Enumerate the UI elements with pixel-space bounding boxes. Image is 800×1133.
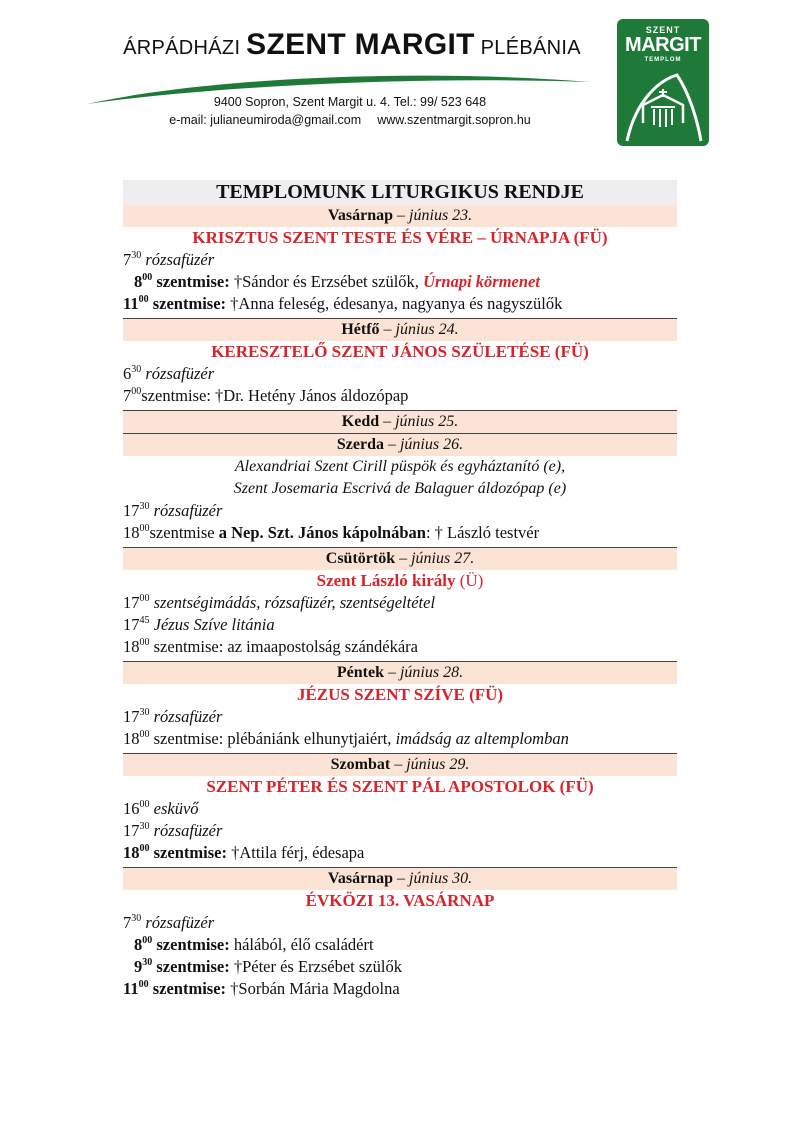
- feast-title: SZENT PÉTER ÉS SZENT PÁL APOSTOLOK (FÜ): [206, 777, 594, 796]
- day-header: [123, 661, 677, 684]
- schedule-entry: $17^{45}$ Jézus Szíve litánia: [123, 615, 275, 634]
- day-name: Péntek: [336, 664, 384, 681]
- schedule-entry: $17^{30}$ rózsafüzér: [123, 707, 223, 726]
- logo-text-bottom: TEMPLOM: [644, 57, 682, 63]
- schedule-entry: $7^{30}$ rózsafüzér: [123, 913, 215, 932]
- day-date: – június 25.: [379, 413, 459, 430]
- schedule-entry: $11^{00}$ szentmise: †Anna feleség, édesanya, nagyanya és nagyszülők: [123, 294, 563, 313]
- parish-name-main: SZENT MARGIT: [246, 28, 475, 61]
- day-name: Vasárnap: [327, 207, 394, 224]
- schedule-entry: $18^{00}$ szentmise: az imaapostolság szándékára: [123, 637, 418, 656]
- day-name: Vasárnap: [327, 870, 394, 887]
- letterhead: [0, 0, 800, 160]
- schedule-entry: $17^{30}$ rózsafüzér: [123, 501, 223, 520]
- day-name: Csütörtök: [325, 550, 396, 567]
- schedule-entry: $18^{00}$ szentmise: plébániánk elhunytjaiért, imádság az altemplomban: [123, 729, 569, 748]
- day-date: – június 24.: [379, 321, 459, 338]
- feast-title: Szent Josemaria Escrivá de Balaguer áldozópap (e): [233, 480, 567, 497]
- address: 9400 Sopron, Szent Margit u. 4. Tel.: 99/ 523 648: [213, 95, 487, 109]
- schedule-entry: $8^{00}$ szentmise: †Sándor és Erzsébet szülők, Úrnapi körmenet: [134, 272, 540, 291]
- day-date: – június 29.: [390, 756, 470, 773]
- schedule-entry: $8^{00}$ szentmise: hálából, élő családért: [134, 935, 374, 954]
- day-date: – június 30.: [393, 870, 473, 887]
- feast-title: Szent László király (Ü): [316, 571, 484, 590]
- schedule-entry: $18^{00}$ szentmise: †Attila férj, édesapa: [123, 843, 365, 862]
- day-date: – június 26.: [383, 436, 464, 453]
- logo-text-top: SZENT: [645, 25, 681, 35]
- day-header: [123, 433, 677, 456]
- day-date: – június 27.: [395, 550, 475, 567]
- schedule-entry: $17^{00}$ szentségimádás, rózsafüzér, szentségeltétel: [123, 593, 436, 612]
- website-link[interactable]: www.szentmargit.sopron.hu: [377, 113, 531, 127]
- feast-title: ÉVKÖZI 13. VASÁRNAP: [305, 891, 495, 910]
- day-header: [123, 753, 677, 776]
- parish-name-suffix: PLÉBÁNIA: [480, 37, 581, 59]
- schedule-entry: $7^{30}$ rózsafüzér: [123, 250, 215, 269]
- day-name: Szerda: [336, 436, 384, 453]
- parish-name: [112, 28, 592, 62]
- day-header: [123, 410, 677, 433]
- feast-title: JÉZUS SZENT SZÍVE (FÜ): [296, 685, 504, 704]
- day-name: Kedd: [341, 413, 380, 430]
- schedule-title: TEMPLOMUNK LITURGIKUS RENDJE: [123, 180, 677, 205]
- feast-title: KERESZTELŐ SZENT JÁNOS SZÜLETÉSE (FÜ): [211, 342, 589, 361]
- parish-name-prefix: ÁRPÁDHÁZI: [123, 37, 241, 59]
- schedule-entry: $11^{00}$ szentmise: †Sorbán Mária Magdolna: [123, 979, 400, 998]
- day-name: Hétfő: [341, 321, 380, 338]
- schedule-entry: $16^{00}$ esküvő: [123, 799, 199, 818]
- contact-info: [130, 93, 570, 129]
- day-date: – június 28.: [383, 664, 464, 681]
- day-header: [123, 867, 677, 890]
- email[interactable]: e-mail: julianeumiroda@gmail.com: [169, 113, 362, 127]
- schedule-entry: $17^{30}$ rózsafüzér: [123, 821, 223, 840]
- feast-title: Alexandriai Szent Cirill püspök és egyháztanító (e),: [234, 458, 566, 475]
- church-icon: [617, 63, 709, 146]
- feast-title: KRISZTUS SZENT TESTE ÉS VÉRE – ÚRNAPJA (FÜ): [192, 228, 608, 247]
- logo-text-main: MARGIT: [625, 34, 701, 56]
- schedule-entry: $7^{00}szentmise$: †Dr. Hetény János áldozópap: [123, 386, 409, 405]
- schedule-entry: $18^{00}szentmise$ a Nep. Szt. János kápolnában: † László testvér: [123, 523, 540, 542]
- schedule-entry: $6^{30}$ rózsafüzér: [123, 364, 215, 383]
- day-header: [123, 318, 677, 341]
- day-header: [123, 547, 677, 570]
- liturgical-schedule: [123, 180, 677, 1000]
- parish-logo: [617, 19, 709, 146]
- day-name: Szombat: [330, 756, 391, 773]
- schedule-entry: $9^{30}$ szentmise: †Péter és Erzsébet szülők: [134, 957, 402, 976]
- day-header: [123, 205, 677, 227]
- day-date: – június 23.: [393, 207, 473, 224]
